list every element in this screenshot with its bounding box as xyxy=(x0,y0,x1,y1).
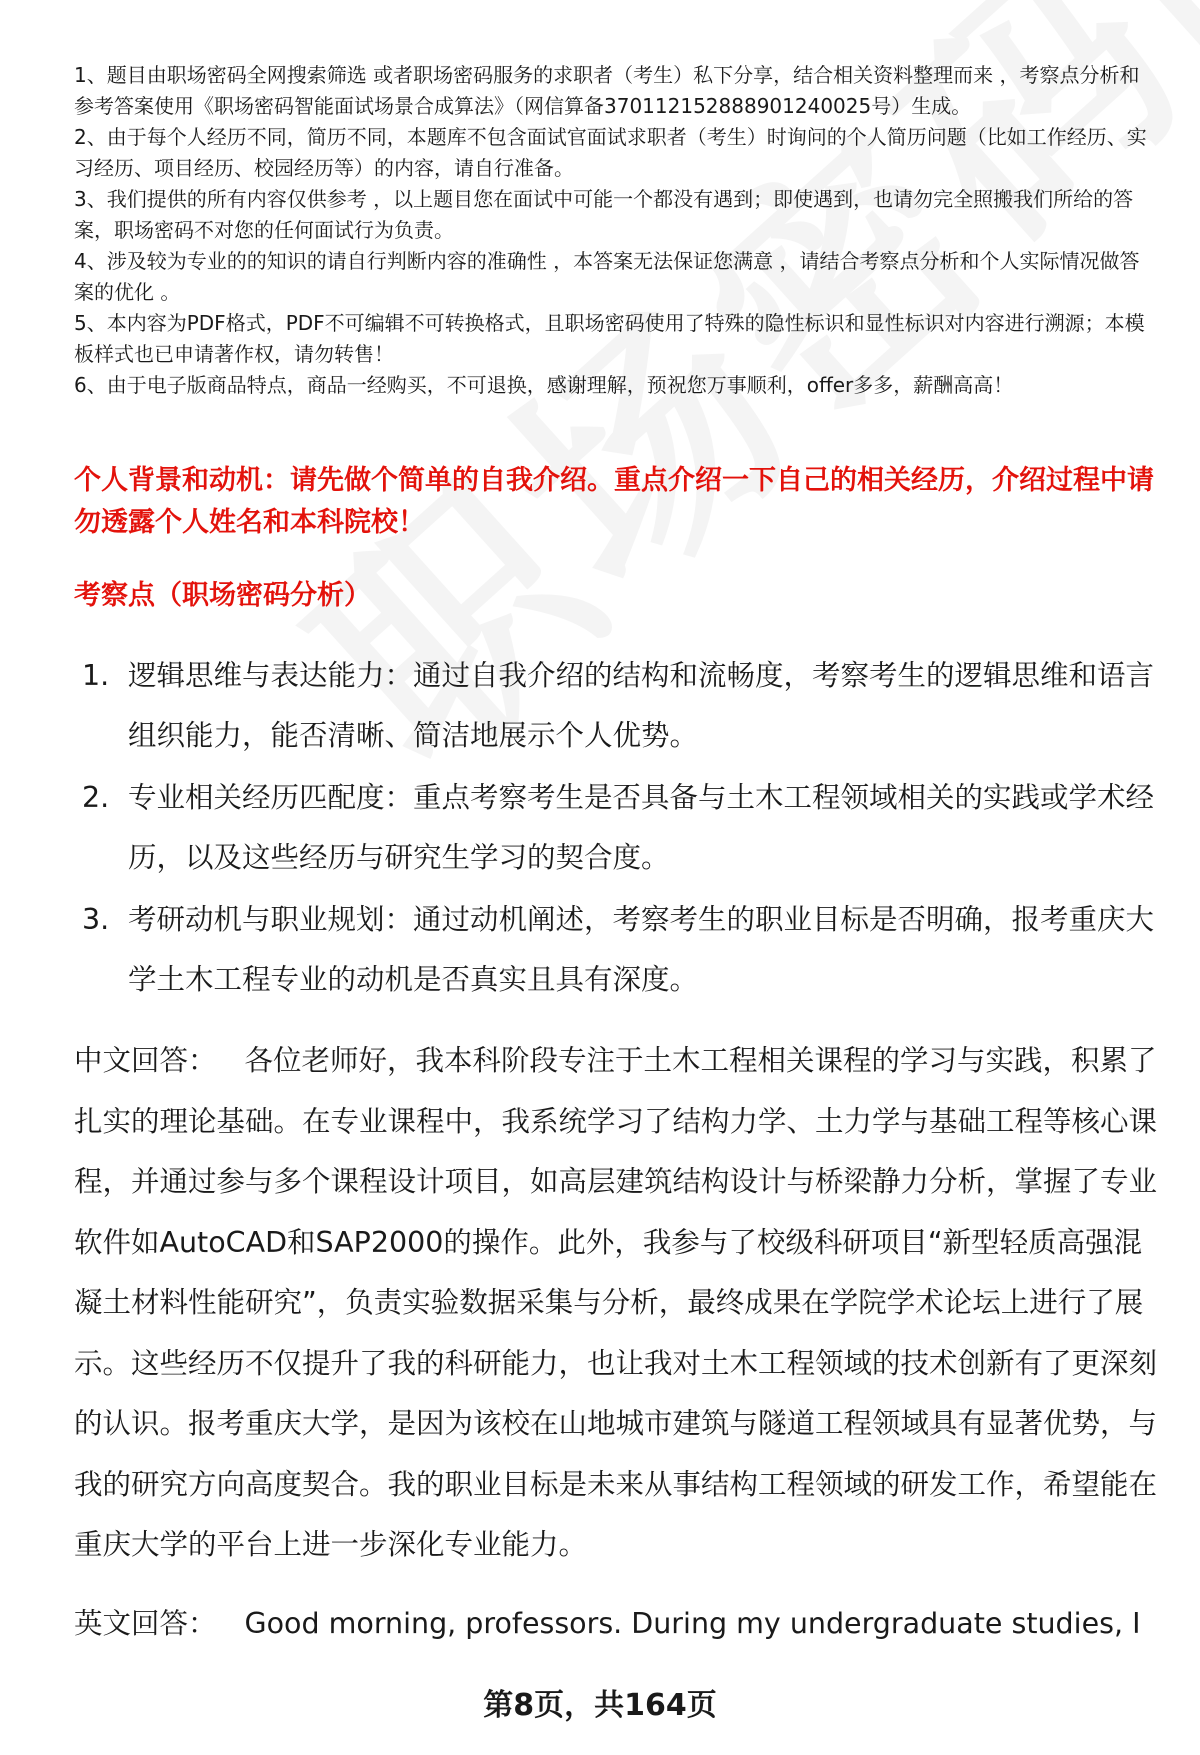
exam-point-item xyxy=(82,768,1162,888)
exam-point-text: 逻辑思维与表达能力：通过自我介绍的结构和流畅度，考察考生的逻辑思维和语言组织能力，能否清晰、简洁地展示个人优势。 xyxy=(128,659,1155,752)
english-answer-label: 英文回答： xyxy=(74,1607,217,1640)
interview-question: 个人背景和动机：请先做个简单的自我介绍。重点介绍一下自己的相关经历，介绍过程中请勿透露个人姓名和本科院校！ xyxy=(74,465,1154,538)
exam-point-number: 2. xyxy=(82,781,110,814)
chinese-answer-text: 各位老师好，我本科阶段专注于土木工程相关课程的学习与实践，积累了扎实的理论基础。在专业课程中，我系统学习了结构力学、土力学与基础工程等核心课程，并通过参与多个课程设计项目，如高层建筑结构设计与桥梁静力分析，掌握了专业软件如AutoCAD和SAP2000的操作。此外，我参与了校级科研项目“新型轻质高强混凝土材料性能研究”，负责实验数据采集与分析，最终成果在学院学术论坛上进行了展示。这些经历不仅提升了我的科研能力，也让我对土木工程领域的技术创新有了更深刻的认识。报考重庆大学，是因为该校在山地城市建筑与隧道工程领域具有显著优势，与我的研究方向高度契合。我的职业目标是未来从事结构工程领域的研发工作，希望能在重庆大学的平台上进一步深化专业能力。 xyxy=(74,1044,1158,1561)
exam-points-list xyxy=(82,646,1162,1012)
chinese-answer xyxy=(74,1031,1164,1576)
exam-point-text: 考研动机与职业规划：通过动机阐述，考察考生的职业目标是否明确，报考重庆大学土木工程专业的动机是否真实且具有深度。 xyxy=(128,903,1155,996)
exam-point-item xyxy=(82,890,1162,1010)
note-item: 1、题目由职场密码全网搜索筛选 或者职场密码服务的求职者（考生）私下分享，结合相关资料整理而来 ，考察点分析和参考答案使用《职场密码智能面试场景合成算法》（网信算备370112152888901240025号）生成。 xyxy=(74,63,1140,118)
english-answer xyxy=(74,1604,1164,1644)
note-item: 3、我们提供的所有内容仅供参考 ，以上题目您在面试中可能一个都没有遇到；即使遇到，也请勿完全照搬我们所给的答案，职场密码不对您的任何面试行为负责。 xyxy=(74,187,1134,242)
exam-point-number: 3. xyxy=(82,903,110,936)
note-item: 6、由于电子版商品特点，商品一经购买，不可退换，感谢理解，预祝您万事顺利，offer多多，薪酬高高！ xyxy=(74,373,1014,397)
exam-points-heading: 考察点（职场密码分析） xyxy=(74,580,371,611)
note-item: 2、由于每个人经历不同，简历不同，本题库不包含面试官面试求职者（考生）时询问的个人简历问题（比如工作经历、实习经历、项目经历、校园经历等）的内容，请自行准备。 xyxy=(74,125,1147,180)
page-number-footer: 第8页，共164页 xyxy=(483,1688,717,1723)
english-answer-text: Good morning, professors. During my undergraduate studies, I xyxy=(244,1607,1141,1640)
note-item: 4、涉及较为专业的的知识的请自行判断内容的准确性 ，本答案无法保证您满意 ，请结合考察点分析和个人实际情况做答案的优化 。 xyxy=(74,249,1140,304)
exam-point-item xyxy=(82,646,1162,766)
exam-point-number: 1. xyxy=(82,659,110,692)
chinese-answer-label: 中文回答： xyxy=(74,1044,217,1077)
exam-point-text: 专业相关经历匹配度：重点考察考生是否具备与土木工程领域相关的实践或学术经历，以及这些经历与研究生学习的契合度。 xyxy=(128,781,1155,874)
note-item: 5、本内容为PDF格式，PDF不可编辑不可转换格式，且职场密码使用了特殊的隐性标识和显性标识对内容进行溯源；本模板样式也已申请著作权，请勿转售！ xyxy=(74,311,1145,366)
disclaimer-notes xyxy=(74,60,1159,401)
